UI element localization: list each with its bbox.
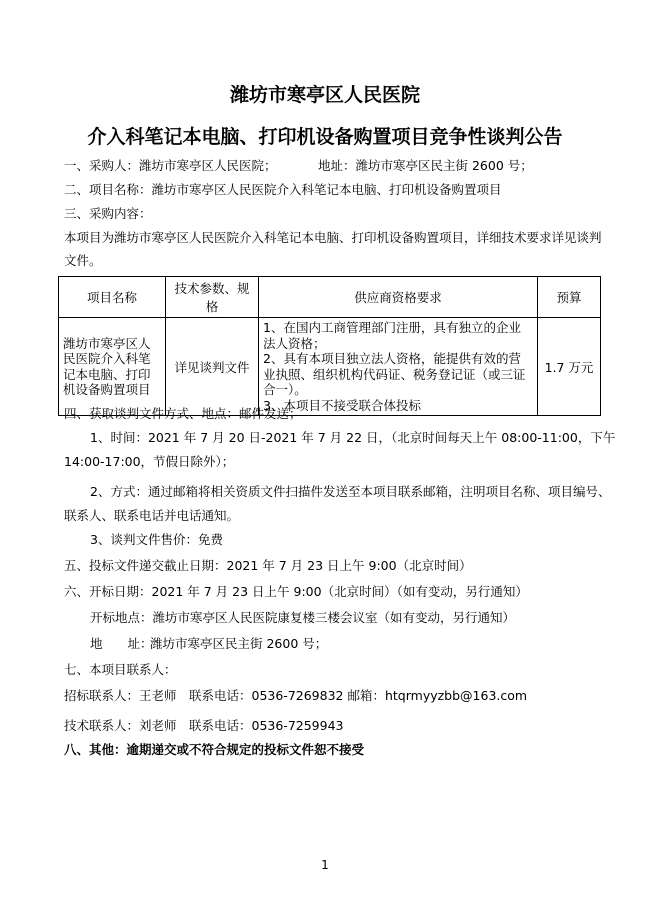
cell-project-name: 潍坊市寒亭区人民医院介入科笔记本电脑、打印机设备购置项目 bbox=[59, 318, 166, 416]
obtain-method-line-cont: 联系人、联系电话并电话通知。 bbox=[64, 508, 240, 523]
opening-place-line: 开标地点：潍坊市寒亭区人民医院康复楼三楼会议室（如有变动，另行通知） bbox=[90, 610, 516, 625]
requirement-item: 3、本项目不接受联合体投标 bbox=[263, 397, 421, 413]
header-supplier-req: 供应商资格要求 bbox=[259, 277, 538, 318]
tech-contact-line: 技术联系人：刘老师 联系电话：0536-7259943 bbox=[64, 718, 344, 733]
hospital-title: 潍坊市寒亭区人民医院 bbox=[229, 84, 420, 106]
requirement-item: 2、具有本项目独立法人资格，能提供有效的营业执照、组织机构代码证、税务登记证（或三证合一）。 bbox=[263, 351, 526, 397]
header-budget: 预算 bbox=[538, 277, 601, 318]
opening-address-label: 地 址： bbox=[90, 636, 153, 651]
header-tech-spec: 技术参数、规格 bbox=[166, 277, 259, 318]
purchase-content-body: 本项目为潍坊市寒亭区人民医院介入科笔记本电脑、打印机设备购置项目，详细技术要求详见谈判 bbox=[64, 230, 602, 245]
obtain-time-line-cont: 14:00-17:00，节假日除外）； bbox=[64, 454, 235, 469]
purchase-content-body-cont: 文件。 bbox=[64, 253, 102, 268]
requirements-table bbox=[58, 276, 601, 416]
bid-deadline-line: 五、投标文件递交截止日期：2021 年 7 月 23 日上午 9:00（北京时间） bbox=[64, 558, 472, 573]
purchaser-line: 一、采购人：潍坊市寒亭区人民医院； bbox=[64, 158, 277, 173]
page-number: 1 bbox=[321, 858, 329, 872]
table-row bbox=[59, 318, 601, 416]
other-notes-line: 八、其他：逾期递交或不符合规定的投标文件恕不接受 bbox=[64, 742, 365, 757]
header-project-name: 项目名称 bbox=[59, 277, 166, 318]
requirement-item: 1、在国内工商管理部门注册，具有独立的企业法人资格； bbox=[263, 320, 521, 351]
opening-date-line: 六、开标日期：2021 年 7 月 23 日上午 9:00（北京时间）（如有变动，另行通知） bbox=[64, 584, 528, 599]
purchaser-address: 地址：潍坊市寒亭区民主街 2600 号； bbox=[318, 158, 533, 173]
tender-contact-line: 招标联系人：王老师 联系电话：0536-7269832 邮箱：htqrmyyzbb@163.com bbox=[64, 688, 528, 703]
project-name-line: 二、项目名称：潍坊市寒亭区人民医院介入科笔记本电脑、打印机设备购置项目 bbox=[64, 182, 502, 197]
cell-supplier-req bbox=[259, 318, 538, 416]
cell-budget: 1.7 万元 bbox=[538, 318, 601, 416]
table-header-row bbox=[59, 277, 601, 318]
opening-address-value: 潍坊市寒亭区民主街 2600 号； bbox=[150, 636, 328, 651]
announcement-title: 介入科笔记本电脑、打印机设备购置项目竞争性谈判公告 bbox=[87, 126, 563, 148]
purchase-content-heading: 三、采购内容： bbox=[64, 206, 152, 221]
contacts-heading: 七、本项目联系人： bbox=[64, 662, 177, 677]
obtain-time-line: 1、时间：2021 年 7 月 20 日-2021 年 7 月 22 日，（北京时间每天上午 08:00-11:00，下午 bbox=[90, 430, 616, 445]
doc-price-line: 3、谈判文件售价：免费 bbox=[90, 532, 223, 547]
cell-tech-spec: 详见谈判文件 bbox=[166, 318, 259, 416]
obtain-method-line: 2、方式：通过邮箱将相关资质文件扫描件发送至本项目联系邮箱，注明项目名称、项目编号、 bbox=[90, 484, 611, 499]
obtain-docs-heading: 四、获取谈判文件方式、地点：邮件发送； bbox=[64, 406, 302, 421]
